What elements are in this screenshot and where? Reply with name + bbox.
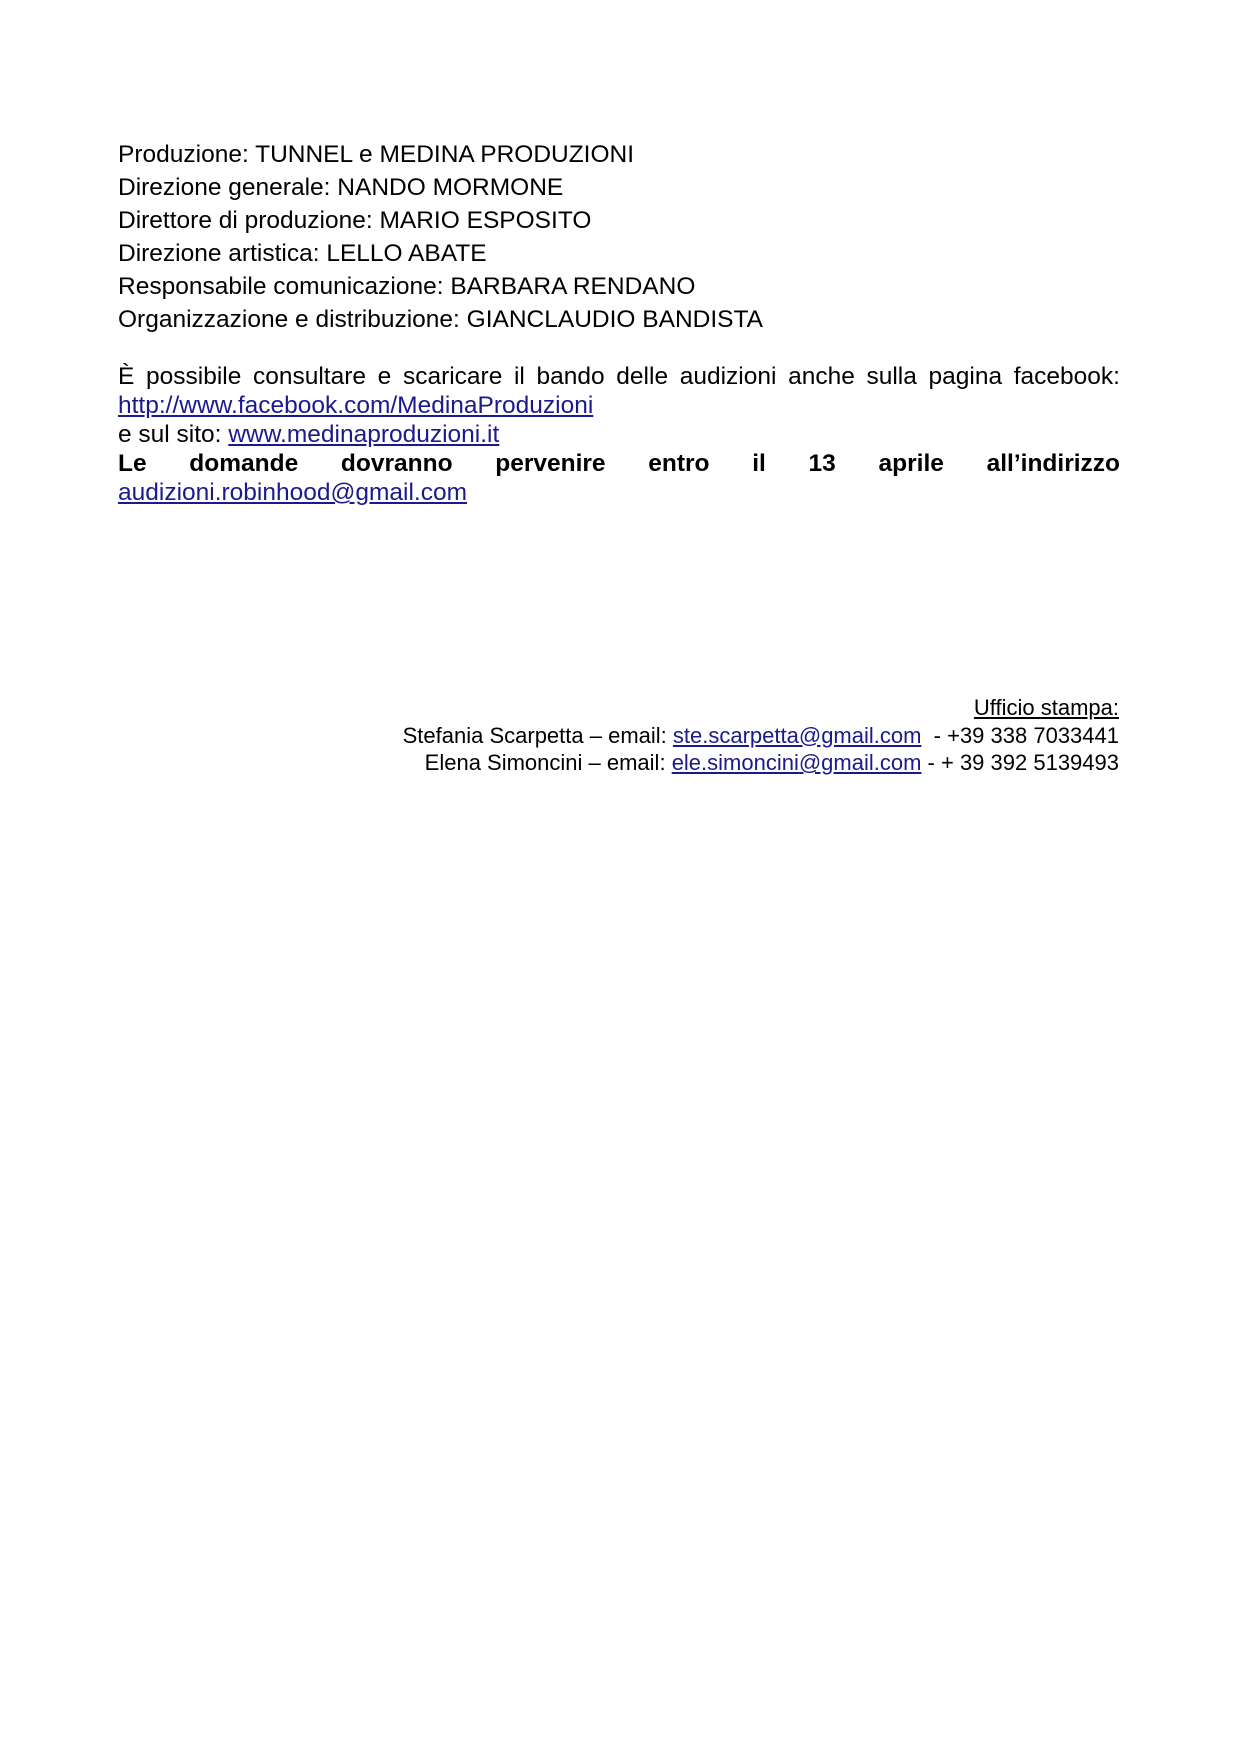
- credit-label: Organizzazione e distribuzione:: [118, 306, 460, 333]
- info-block: [118, 362, 1120, 507]
- deadline-email-line: [118, 478, 1120, 507]
- contact-email-link[interactable]: ele.simoncini@gmail.com: [671, 750, 922, 775]
- credit-line-direzione-generale: [118, 171, 1118, 204]
- credit-value: MARIO ESPOSITO: [379, 207, 592, 234]
- site-line: [118, 420, 1120, 449]
- press-contact-scarpetta: [403, 722, 1119, 750]
- site-link[interactable]: www.medinaproduzioni.it: [228, 421, 500, 448]
- deadline-email-link[interactable]: audizioni.robinhood@gmail.com: [118, 479, 468, 506]
- credit-label: Direzione artistica:: [118, 240, 320, 267]
- credit-value: TUNNEL e MEDINA PRODUZIONI: [255, 141, 635, 168]
- contact-name: Elena Simoncini – email:: [424, 750, 666, 775]
- site-text: e sul sito:: [118, 421, 222, 448]
- credit-line-direzione-artistica: [118, 237, 1118, 270]
- contact-phone: - +39 338 7033441: [921, 722, 1119, 748]
- press-contact-simoncini: [403, 749, 1119, 777]
- credit-value: GIANCLAUDIO BANDISTA: [466, 306, 763, 333]
- credit-line-produzione: [118, 138, 1118, 171]
- facebook-link-line: [118, 391, 1120, 420]
- credit-label: Produzione:: [118, 141, 249, 168]
- press-office-block: [403, 694, 1119, 777]
- deadline-text: Le domande dovranno pervenire entro il 13 aprile all’indirizzo: [118, 450, 1120, 477]
- facebook-link[interactable]: http://www.facebook.com/MedinaProduzioni: [118, 392, 594, 419]
- credit-value: NANDO MORMONE: [337, 174, 564, 201]
- credit-label: Direzione generale:: [118, 174, 331, 201]
- credits-block: [118, 138, 1118, 336]
- credit-label: Direttore di produzione:: [118, 207, 373, 234]
- credit-line-comunicazione: [118, 270, 1118, 303]
- credit-value: LELLO ABATE: [326, 240, 487, 267]
- credit-line-distribuzione: [118, 303, 1118, 336]
- press-office-title: Ufficio stampa:: [973, 695, 1119, 720]
- credit-line-direttore-produzione: [118, 204, 1118, 237]
- credit-value: BARBARA RENDANO: [450, 273, 696, 300]
- facebook-text: È possibile consultare e scaricare il bando delle audizioni anche sulla pagina facebook:: [118, 363, 1120, 390]
- contact-phone: - + 39 392 5139493: [921, 750, 1119, 775]
- contact-email-link[interactable]: ste.scarpetta@gmail.com: [672, 722, 922, 748]
- contact-name: Stefania Scarpetta – email:: [402, 722, 667, 748]
- credit-label: Responsabile comunicazione:: [118, 273, 444, 300]
